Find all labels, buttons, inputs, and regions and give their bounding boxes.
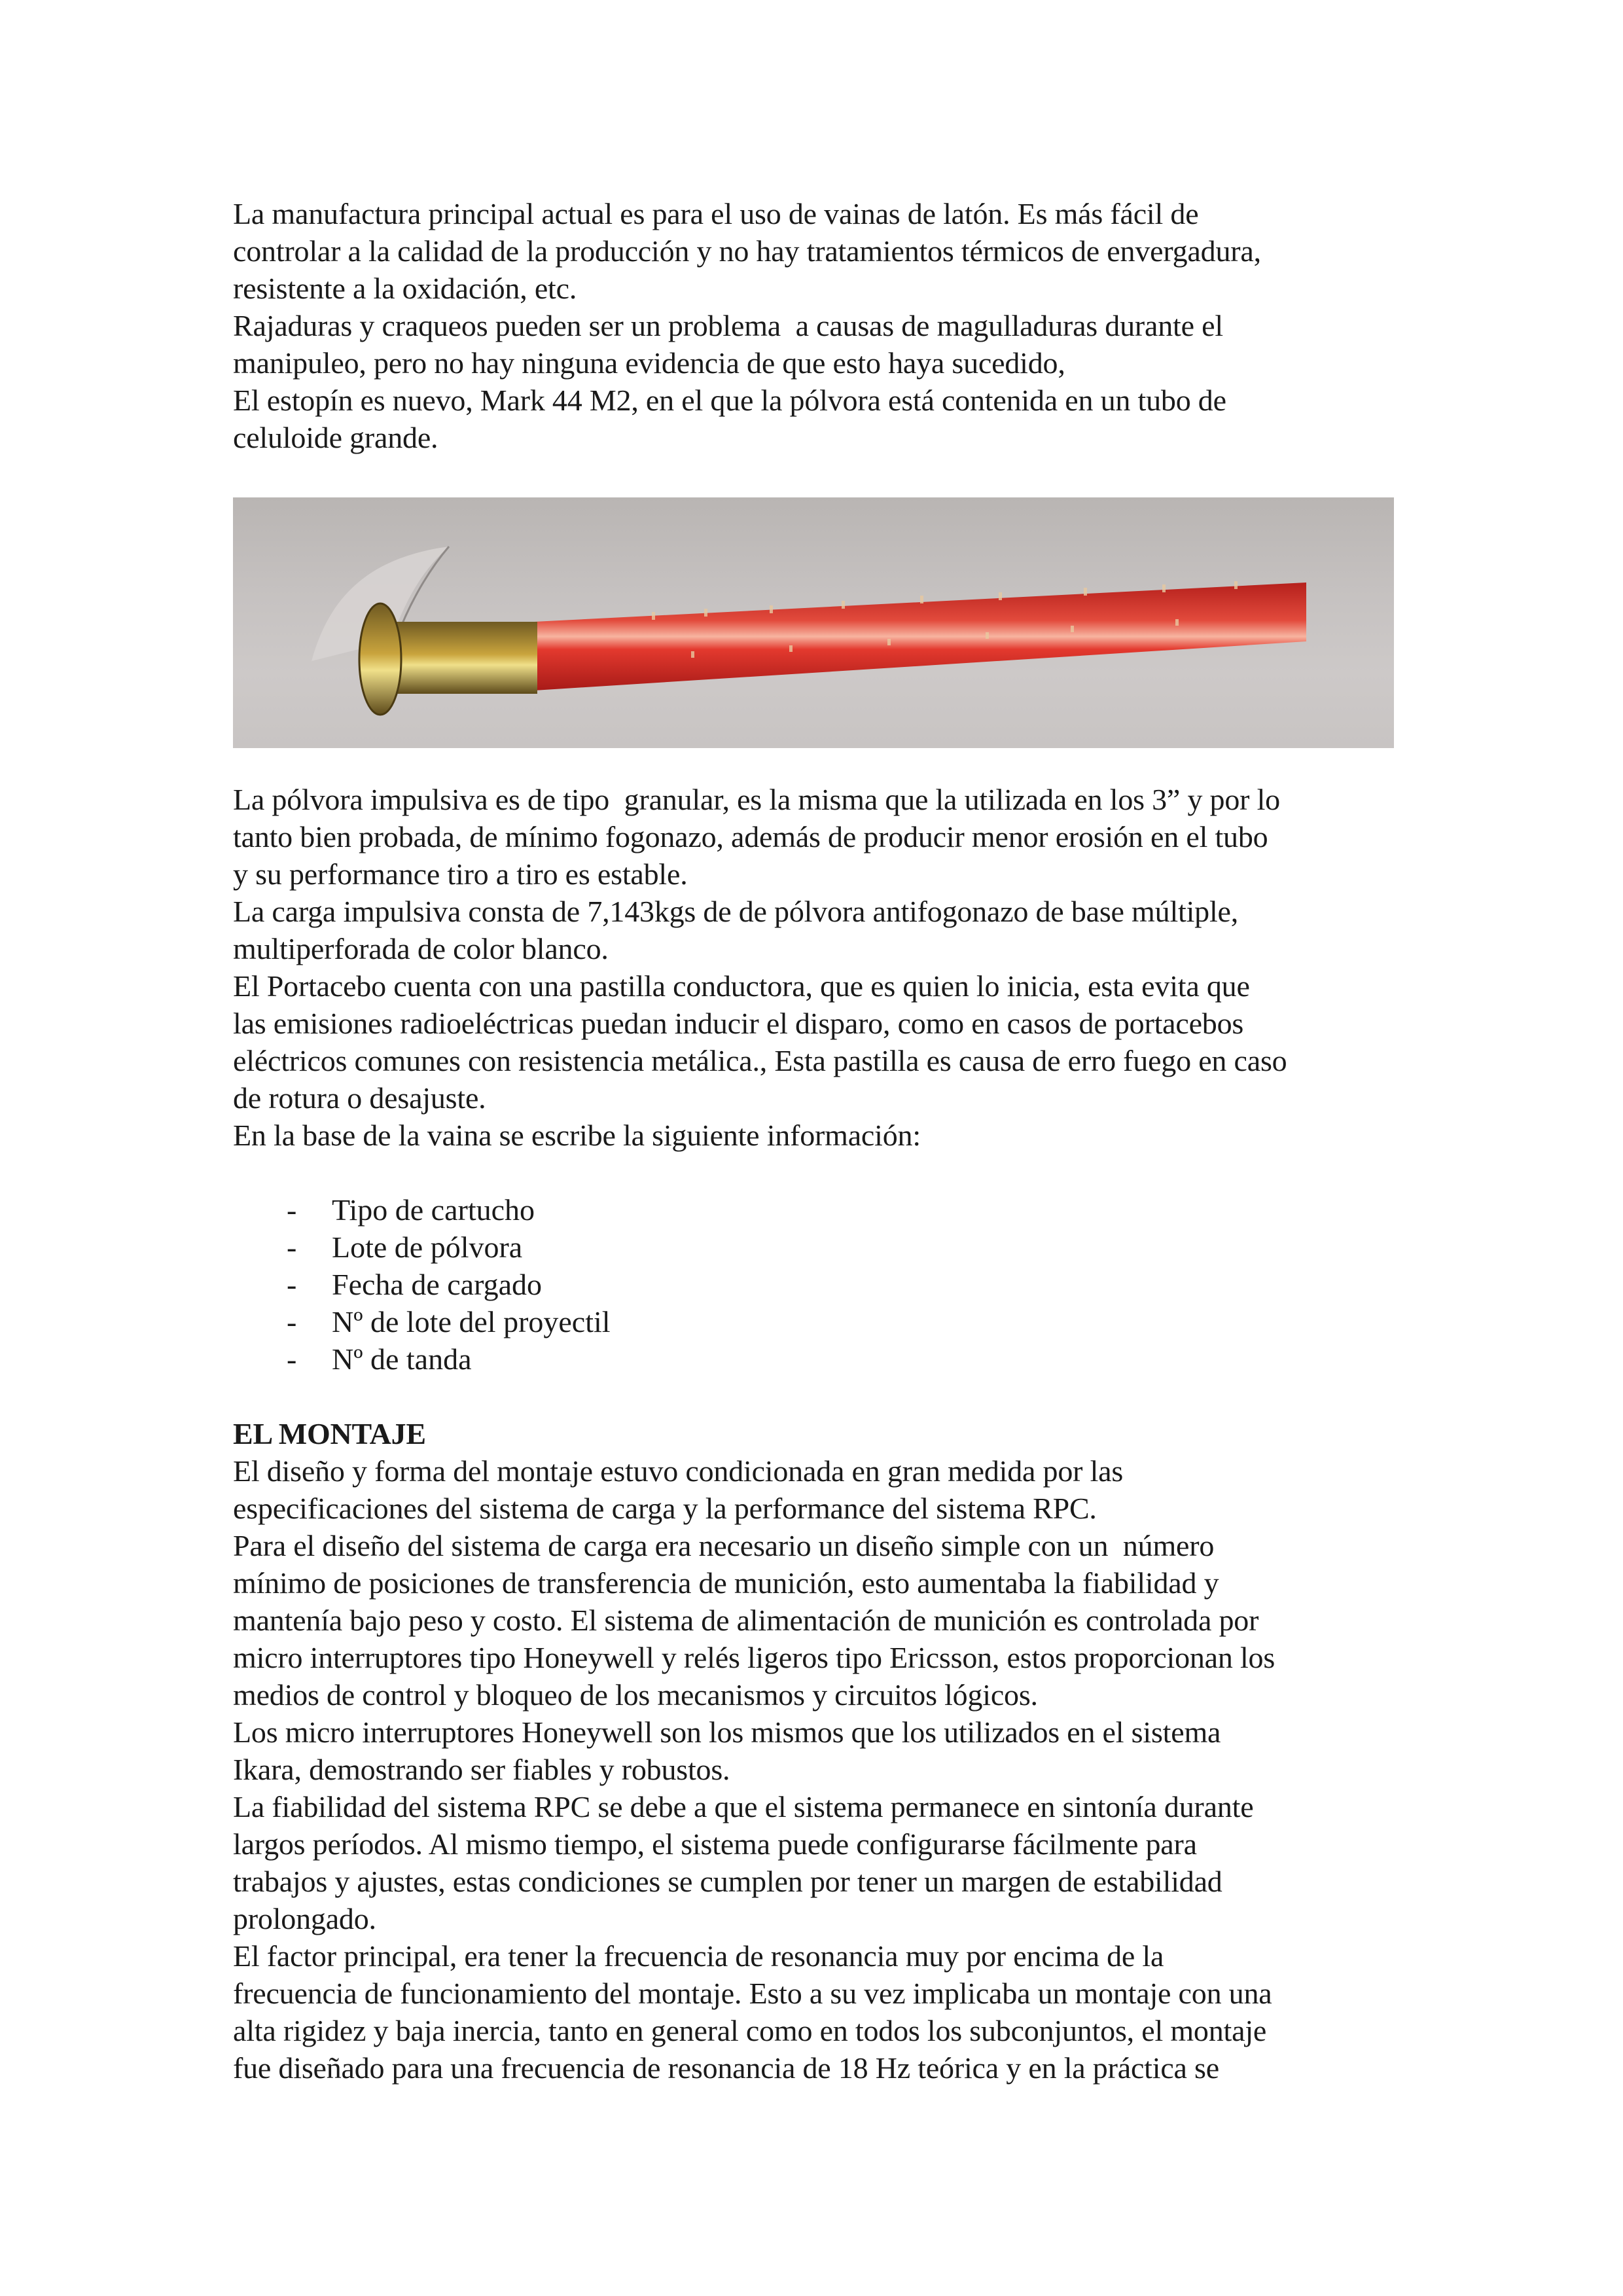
intro-line: El estopín es nuevo, Mark 44 M2, en el que la pólvora está contenida en un tubo de [233, 384, 1226, 417]
montaje-line: medios de control y bloqueo de los mecanismos y circuitos lógicos. [233, 1678, 1038, 1712]
list-item: Fecha de cargado [332, 1268, 542, 1301]
powder-line: tanto bien probada, de mínimo fogonazo, además de producir menor erosión en el tubo [233, 820, 1268, 853]
montaje-line: mínimo de posiciones de transferencia de munición, esto aumentaba la fiabilidad y [233, 1566, 1219, 1600]
powder-line: En la base de la vaina se escribe la siguiente información: [233, 1119, 921, 1152]
primer-tube-illustration [233, 497, 1394, 748]
intro-line: La manufactura principal actual es para el uso de vainas de latón. Es más fácil de [233, 197, 1199, 230]
intro-line: controlar a la calidad de la producción y no hay tratamientos térmicos de envergadura, [233, 234, 1261, 268]
montaje-line: largos períodos. Al mismo tiempo, el sistema puede configurarse fácilmente para [233, 1827, 1197, 1861]
montaje-line: micro interruptores tipo Honeywell y relés ligeros tipo Ericsson, estos proporcionan los [233, 1641, 1275, 1674]
list-bullet: - [287, 1305, 297, 1338]
montaje-line: especificaciones del sistema de carga y la performance del sistema RPC. [233, 1492, 1097, 1525]
montaje-line: trabajos y ajustes, estas condiciones se cumplen por tener un margen de estabilidad [233, 1865, 1222, 1898]
list-bullet: - [287, 1268, 297, 1301]
powder-line: las emisiones radioeléctricas puedan inducir el disparo, como en casos de portacebos [233, 1007, 1244, 1040]
montaje-line: fue diseñado para una frecuencia de resonancia de 18 Hz teórica y en la práctica se [233, 2051, 1219, 2085]
list-item: Nº de tanda [332, 1342, 472, 1376]
montaje-line: Los micro interruptores Honeywell son los mismos que los utilizados en el sistema [233, 1715, 1221, 1749]
intro-line: resistente a la oxidación, etc. [233, 272, 577, 305]
powder-line: El Portacebo cuenta con una pastilla conductora, que es quien lo inicia, esta evita que [233, 969, 1250, 1003]
montaje-line: alta rigidez y baja inercia, tanto en general como en todos los subconjuntos, el montaje [233, 2014, 1267, 2047]
powder-line: eléctricos comunes con resistencia metálica., Esta pastilla es causa de erro fuego en caso [233, 1044, 1287, 1077]
montaje-line: La fiabilidad del sistema RPC se debe a que el sistema permanece en sintonía durante [233, 1790, 1254, 1823]
montaje-line: prolongado. [233, 1902, 376, 1935]
section-heading: EL MONTAJE [233, 1417, 426, 1450]
list-bullet: - [287, 1230, 297, 1264]
list-item: Nº de lote del proyectil [332, 1305, 611, 1338]
list-bullet: - [287, 1342, 297, 1376]
list-bullet: - [287, 1193, 297, 1227]
powder-line: multiperforada de color blanco. [233, 932, 609, 965]
list-item: Tipo de cartucho [332, 1193, 535, 1227]
montaje-line: frecuencia de funcionamiento del montaje. Esto a su vez implicaba un montaje con una [233, 1977, 1272, 2010]
primer-photo [233, 497, 1394, 748]
powder-line: de rotura o desajuste. [233, 1081, 486, 1115]
montaje-line: El diseño y forma del montaje estuvo condicionada en gran medida por las [233, 1454, 1124, 1488]
montaje-line: mantenía bajo peso y costo. El sistema de alimentación de munición es controlada por [233, 1604, 1259, 1637]
intro-line: manipuleo, pero no hay ninguna evidencia de que esto haya sucedido, [233, 346, 1065, 380]
powder-line: La pólvora impulsiva es de tipo granular, es la misma que la utilizada en los 3” y por lo [233, 783, 1280, 816]
montaje-line: Para el diseño del sistema de carga era necesario un diseño simple con un número [233, 1529, 1215, 1562]
montaje-line: Ikara, demostrando ser fiables y robustos. [233, 1753, 730, 1786]
intro-line: celuloide grande. [233, 421, 438, 454]
list-item: Lote de pólvora [332, 1230, 523, 1264]
intro-line: Rajaduras y craqueos pueden ser un problema a causas de magulladuras durante el [233, 309, 1223, 342]
powder-line: y su performance tiro a tiro es estable. [233, 857, 688, 891]
montaje-line: El factor principal, era tener la frecuencia de resonancia muy por encima de la [233, 1939, 1164, 1973]
powder-line: La carga impulsiva consta de 7,143kgs de de pólvora antifogonazo de base múltiple, [233, 895, 1239, 928]
